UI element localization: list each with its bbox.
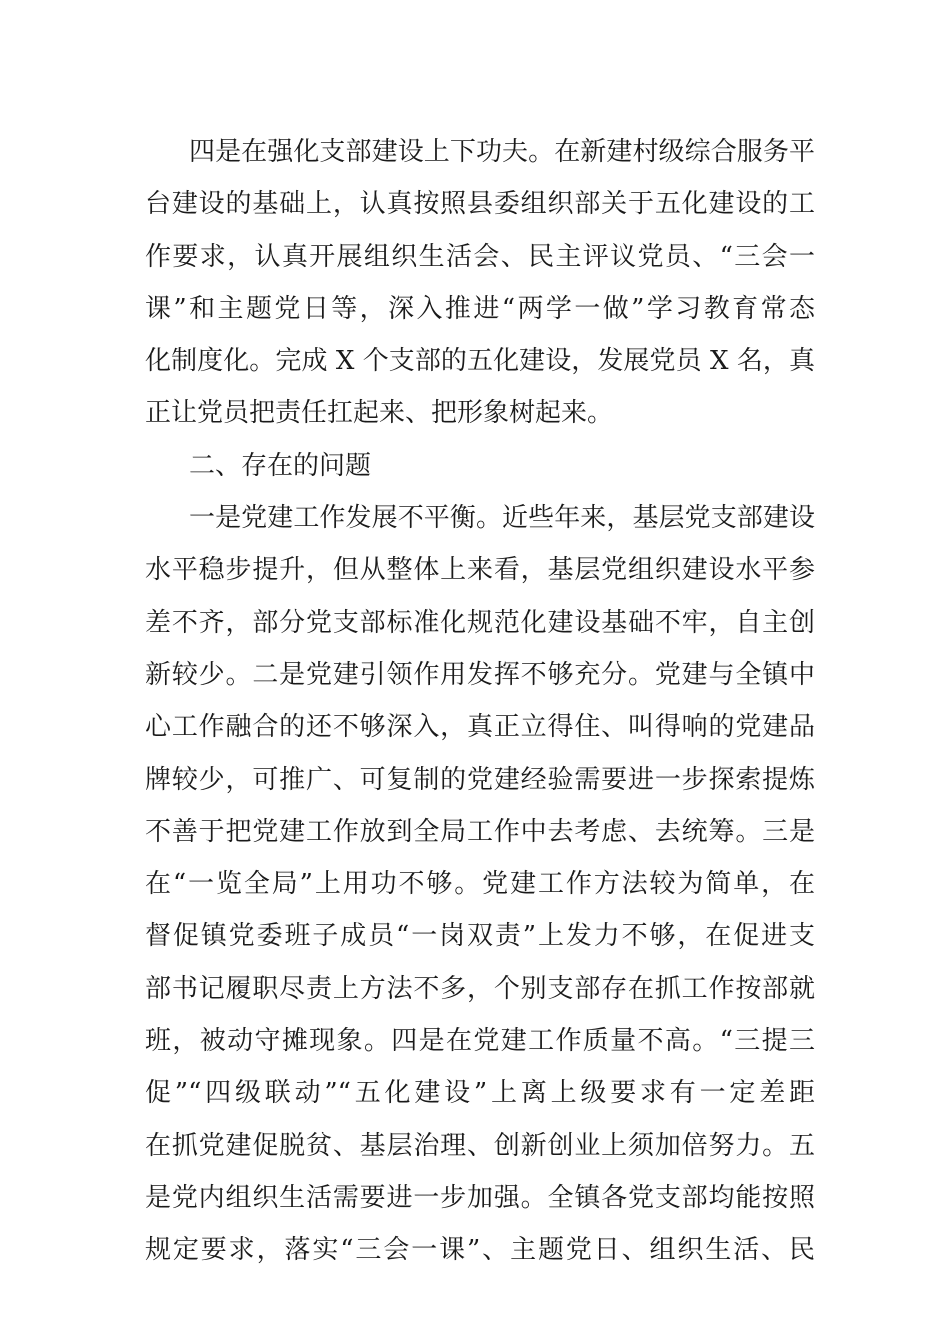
- text-line: 作要求，认真开展组织生活会、民主评议党员、“三会一: [145, 241, 815, 272]
- text-line: 四是在强化支部建设上下功夫。在新建村级综合服务平: [189, 137, 815, 167]
- text-line: 课”和主题党日等，深入推进“两学一做”学习教育常态: [145, 293, 815, 324]
- text-line: 在“一览全局”上用功不够。党建工作方法较为简单，在: [145, 869, 815, 900]
- section-heading: 二、存在的问题: [189, 450, 372, 481]
- text-line: 促”“四级联动”“五化建设”上离上级要求有一定差距: [145, 1078, 815, 1109]
- text-line: 是党内组织生活需要进一步加强。全镇各党支部均能按照: [145, 1182, 815, 1213]
- document-body: [145, 126, 815, 1277]
- text-line: 督促镇党委班子成员“一岗双责”上发力不够，在促进支: [145, 921, 815, 952]
- text-line: 差不齐，部分党支部标准化规范化建设基础不牢，自主创: [145, 607, 815, 638]
- text-line: 牌较少，可推广、可复制的党建经验需要进一步探索提炼: [145, 764, 815, 795]
- text-line: 不善于把党建工作放到全局工作中去考虑、去统筹。三是: [145, 816, 815, 847]
- text-line: 水平稳步提升，但从整体上来看，基层党组织建设水平参: [145, 555, 815, 586]
- text-line: 化制度化。完成 X 个支部的五化建设，发展党员 X 名，真: [145, 346, 815, 377]
- text-line: 班，被动守摊现象。四是在党建工作质量不高。“三提三: [145, 1026, 815, 1057]
- text-line: 台建设的基础上，认真按照县委组织部关于五化建设的工: [145, 189, 815, 220]
- text-line: 新较少。二是党建引领作用发挥不够充分。党建与全镇中: [145, 659, 815, 690]
- text-line: 一是党建工作发展不平衡。近些年来，基层党支部建设: [189, 503, 815, 534]
- text-line: 心工作融合的还不够深入，真正立得住、叫得响的党建品: [145, 712, 815, 743]
- text-line: 部书记履职尽责上方法不多，个别支部存在抓工作按部就: [145, 973, 815, 1004]
- text-line: 正让党员把责任扛起来、把形象树起来。: [145, 398, 614, 429]
- text-line: 规定要求，落实“三会一课”、主题党日、组织生活、民: [145, 1235, 815, 1266]
- text-line: 在抓党建促脱贫、基层治理、创新创业上须加倍努力。五: [145, 1130, 815, 1161]
